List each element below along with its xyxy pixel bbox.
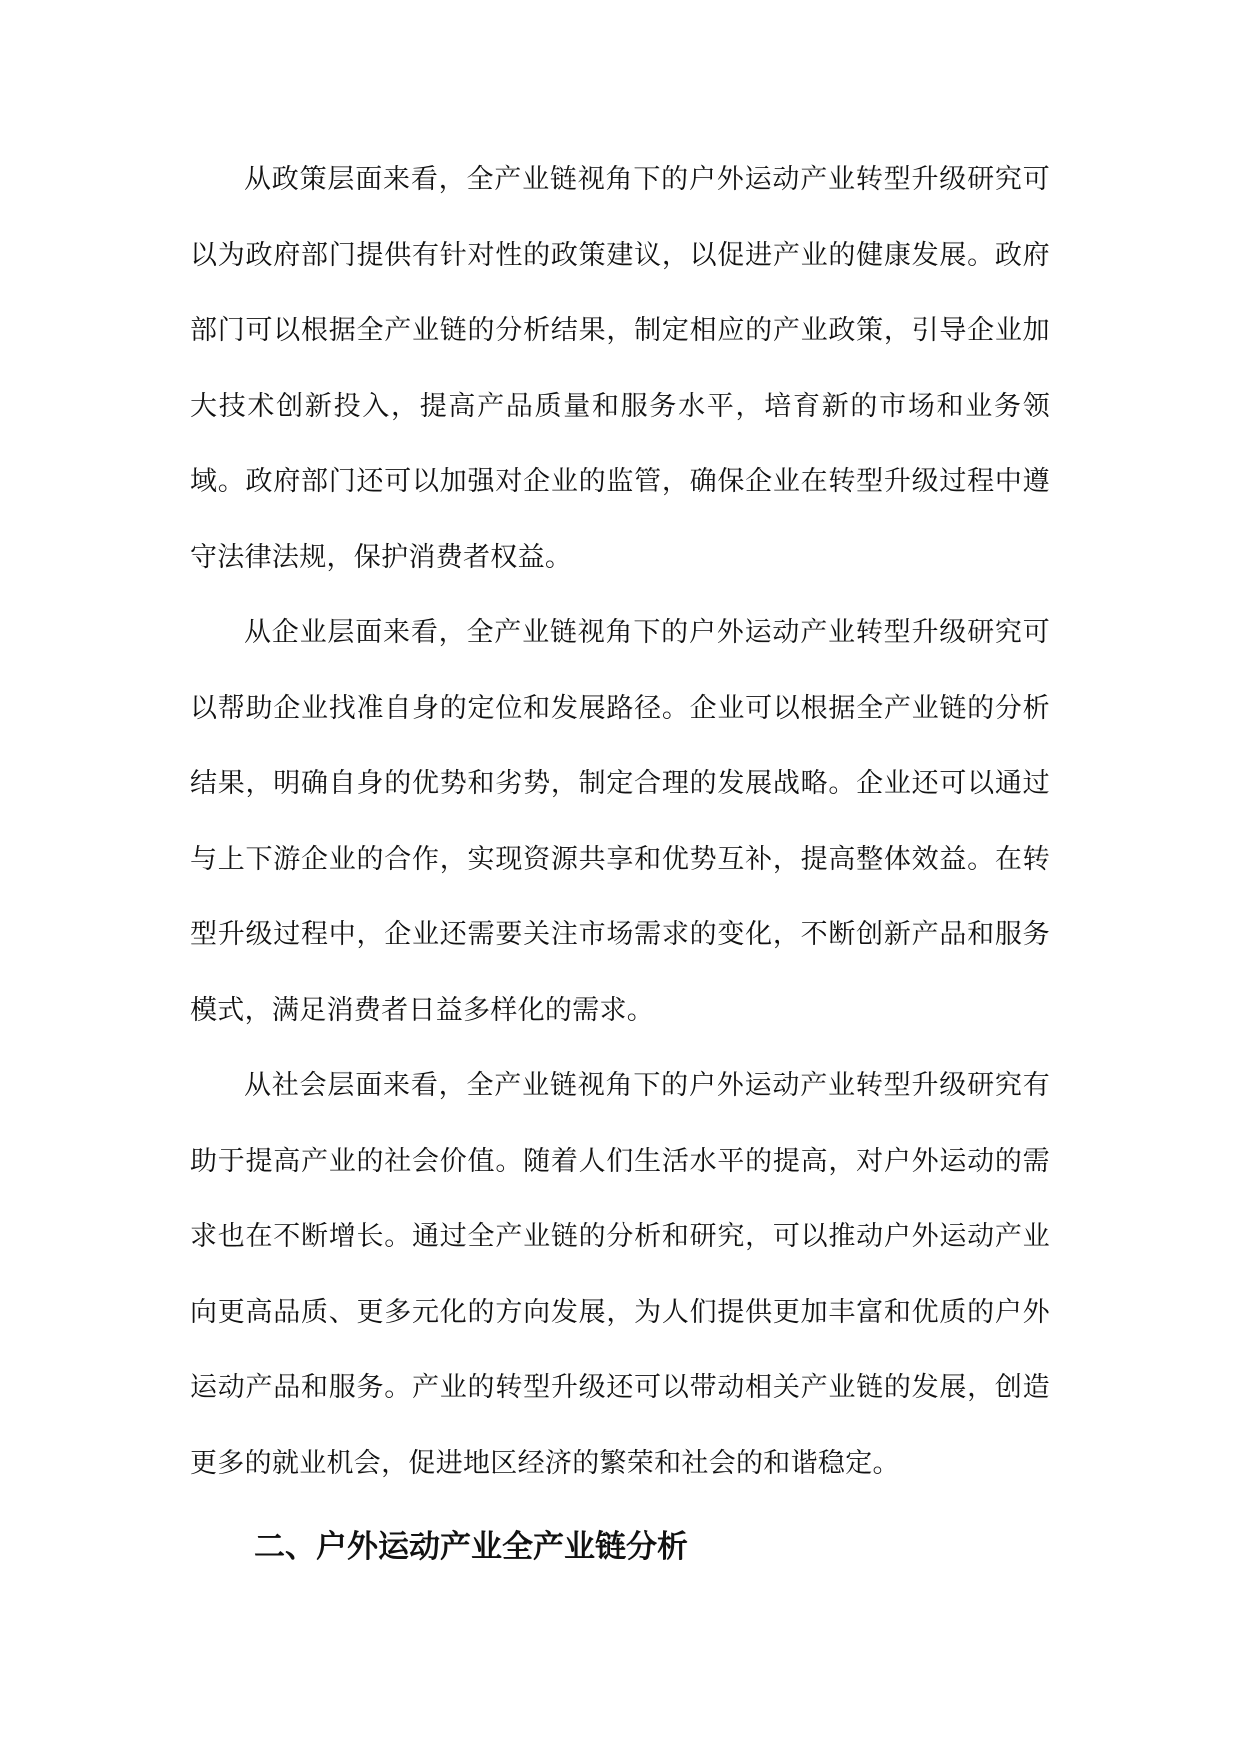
paragraph-policy: 从政策层面来看，全产业链视角下的户外运动产业转型升级研究可以为政府部门提供有针对性的政策建议，以促进产业的健康发展。政府部门可以根据全产业链的分析结果，制定相应的产业政策，引导企业加大技术创新投入，提高产品质量和服务水平，培育新的市场和业务领域。政府部门还可以加强对企业的监管，确保企业在转型升级过程中遵守法律法规，保护消费者权益。 [190,164,1050,573]
section-heading: 二、户外运动产业全产业链分析 [254,1529,688,1565]
paragraph-society: 从社会层面来看，全产业链视角下的户外运动产业转型升级研究有助于提高产业的社会价值。随着人们生活水平的提高，对户外运动的需求也在不断增长。通过全产业链的分析和研究，可以推动户外运动产业向更高品质、更多元化的方向发展，为人们提供更加丰富和优质的户外运动产品和服务。产业的转型升级还可以带动相关产业链的发展，创造更多的就业机会，促进地区经济的繁荣和社会的和谐稳定。 [190,1070,1050,1479]
paragraph-enterprise: 从企业层面来看，全产业链视角下的户外运动产业转型升级研究可以帮助企业找准自身的定位和发展路径。企业可以根据全产业链的分析结果，明确自身的优势和劣势，制定合理的发展战略。企业还可以通过与上下游企业的合作，实现资源共享和优势互补，提高整体效益。在转型升级过程中，企业还需要关注市场需求的变化，不断创新产品和服务模式，满足消费者日益多样化的需求。 [190,617,1050,1026]
body-text [190,142,1050,1501]
